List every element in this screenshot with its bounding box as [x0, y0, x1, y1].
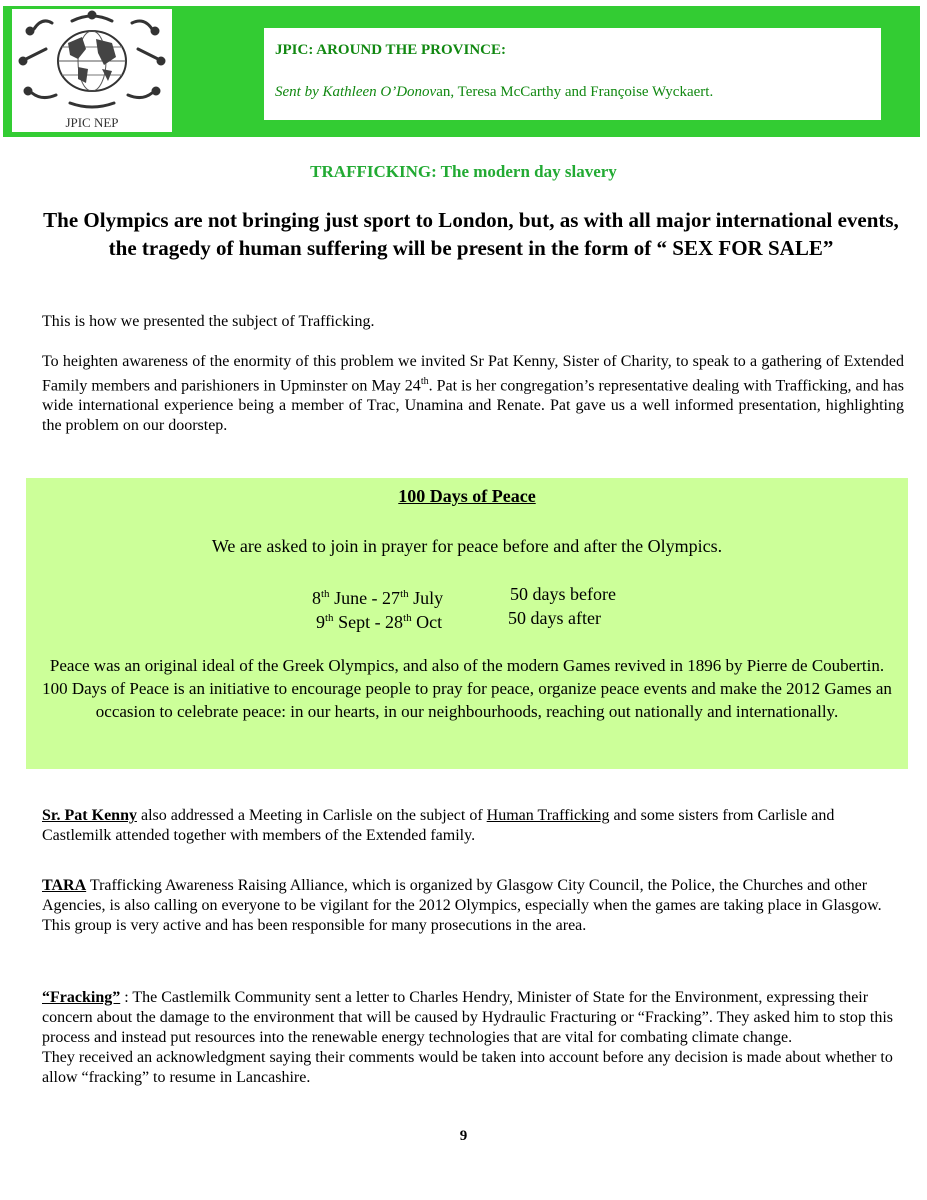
peace-body: Peace was an original ideal of the Greek Olympics, and also of the modern Games revived in 1896 by Pierre de Coubertin. 100 Days of Peace is an initiative to encourage people to pray for peace, organize peace events and make the 2012 Games an occasion to celebrate peace: in our hearts, in our neighbourhoods, reaching out nationally and internationally. [42, 656, 892, 721]
header-banner [3, 6, 920, 137]
sent-by-rest: an, Teresa McCarthy and Françoise Wyckaert. [436, 84, 714, 100]
peace-intro: We are asked to join in prayer for peace before and after the Olympics. [211, 536, 723, 556]
pat-kenny-paragraph [42, 352, 904, 436]
page-number: 9 [459, 1128, 468, 1144]
date-mid: Sept - 28 [333, 612, 404, 632]
header-title: JPIC: AROUND THE PROVINCE: [275, 42, 506, 58]
sent-by-italic: Sent by Kathleen O’Donov [275, 84, 437, 100]
date-note: 50 days before [510, 584, 616, 604]
date-mid: June - 27 [329, 588, 401, 608]
carlisle-paragraph [42, 806, 904, 846]
jpic-logo [12, 9, 172, 132]
pat-para-sup: th [420, 376, 429, 387]
date-sup: th [325, 612, 334, 624]
pat-para-before: To heighten awareness of the enormity of this problem we invited Sr Pat Kenny, Sister of Charity, to speak to a gathering of Extended Family members and parishioners in Upminster on May 24 [42, 353, 904, 395]
fracking-rest: : The Castlemilk Community sent a letter to Charles Hendry, Minister of State for the Environment, expressing their concern about the damage to the environment that will be caused by Hydraulic Fracturing or “Fracking”. They asked him to stop this process and instead put resources into the renewable energy technologies that are vital for combating climate change. [42, 989, 894, 1046]
tara-lead: TARA [42, 877, 87, 894]
date-day: 8 [312, 588, 321, 608]
date-note: 50 days after [508, 608, 601, 628]
header-info-box [264, 28, 881, 120]
tara-rest: Trafficking Awareness Raising Alliance, which is organized by Glasgow City Council, the Police, the Churches and other Agencies, is also calling on everyone to be vigilant for the 2012 Olympics, especially when the games are taking place in Glasgow. This group is very active and has been responsible for many prosecutions in the area. [42, 877, 882, 934]
human-trafficking-label: Human Trafficking [486, 807, 610, 824]
days-of-peace-box [26, 478, 908, 769]
carlisle-rest: and some sisters from Carlisle and Castlemilk attended together with members of the Extended family. [42, 807, 835, 844]
carlisle-lead: Sr. Pat Kenny [42, 807, 137, 824]
logo-label: JPIC NEP [65, 115, 119, 130]
fracking-lead: “Fracking” [42, 989, 121, 1006]
date-month: Oct [411, 612, 443, 632]
intro-paragraph: This is how we presented the subject of Trafficking. [42, 313, 375, 330]
header-sent-by [275, 84, 713, 101]
section-subtitle: TRAFFICKING: The modern day slavery [310, 162, 617, 181]
date-month: July [408, 588, 444, 608]
date-sup: th [403, 612, 412, 624]
carlisle-mid: also addressed a Meeting in Carlisle on the subject of [136, 807, 487, 824]
globe-with-figures-icon [12, 9, 172, 115]
headline: The Olympics are not bringing just sport to London, but, as with all major international events, the tragedy of human suffering will be present in the form of “ SEX FOR SALE” [43, 208, 899, 260]
pat-para-after: . Pat is her congregation’s representative dealing with Trafficking, and has wide international experience being a member of Trac, Unamina and Renate. Pat gave us a well informed presentation, highlighting the problem on our doorstep. [42, 377, 904, 435]
date-sup: th [321, 588, 330, 600]
peace-title: 100 Days of Peace [398, 486, 536, 506]
tara-paragraph [42, 876, 904, 936]
date-day: 9 [316, 612, 325, 632]
fracking-paragraph [42, 988, 904, 1088]
date-sup: th [400, 588, 409, 600]
date-range [316, 606, 442, 634]
fracking-followup: They received an acknowledgment saying their comments would be taken into account before any decision is made about whether to allow “fracking” to resume in Lancashire. [42, 1049, 893, 1086]
